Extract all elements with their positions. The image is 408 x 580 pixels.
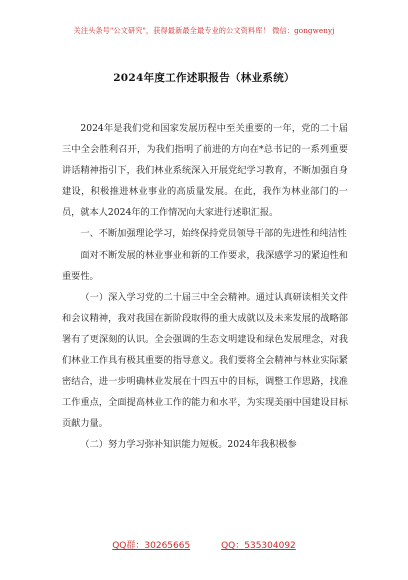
body-paragraph: 面对不断发展的林业事业和新的工作要求，我深感学习的紧迫性和重要性。 (62, 249, 348, 282)
promo-banner: 关注头条号"公文研究"，获得最新最全最专业的公文资料库！ 微信：gongwenyj (73, 26, 335, 35)
document-title: 2024年度工作述职报告（林业系统） (113, 72, 295, 84)
contact-footer (0, 538, 408, 551)
body-paragraph: （一）深入学习党的二十届三中全会精神。通过认真研读相关文件和会议精神，我对我国在新阶段取得的重大成就以及未来发展的战略部署有了更深刻的认识。全会强调的生态文明建设和绿色发展理念，对我们林业工作具有极其重要的指导意义。我们要将全会精神与林业实际紧密结合，进一步明确林业发展在十四五中的目标，调整工作思路，找准工作重点，全面提高林业工作的能力和水平，为实现美丽中国建设目标贡献力量。 (62, 291, 348, 430)
qq-group-link[interactable]: QQ群：30265665 (112, 541, 191, 551)
document-body (62, 118, 348, 456)
qq-contact-link[interactable]: QQ：535304092 (221, 541, 296, 551)
section-heading: 一、不断加强理论学习，始终保持党员领导干部的先进性和纯洁性 (80, 228, 347, 240)
body-paragraph: 2024年是我们党和国家发展历程中至关重要的一年，党的二十届三中全会胜利召开，为我们指明了前进的方向在*总书记的一系列重要讲话精神指引下，我们林业系统深入开展党纪学习教育，不断加强自身建设，积极推进林业事业的高质量发展。在此，我作为林业部门的一员，就本人2024年的工作情况向大家进行述职汇报。 (62, 123, 348, 219)
body-paragraph: （二）努力学习弥补知识能力短板。2024年我积极参 (80, 439, 297, 451)
